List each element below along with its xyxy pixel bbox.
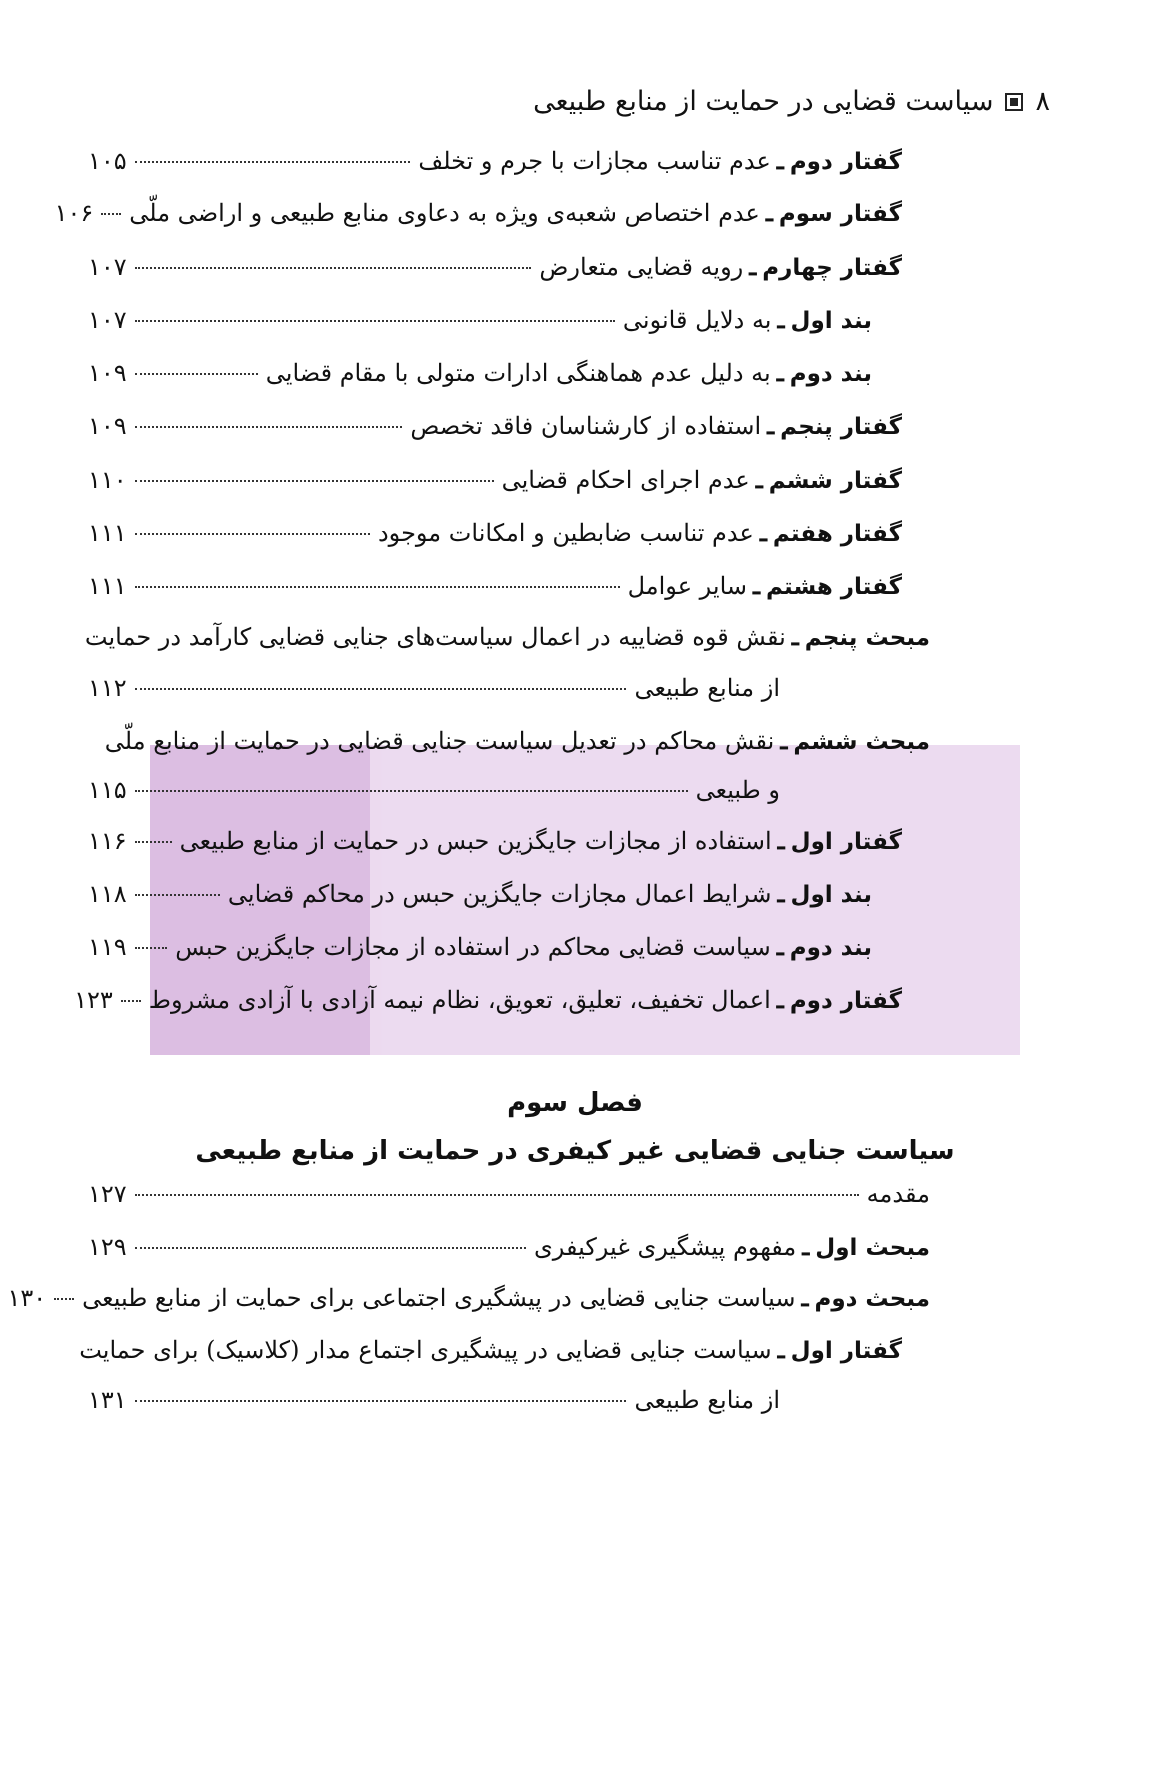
entry-page: ۱۱۶ [88,827,127,855]
page-number: ۸ [1035,86,1050,117]
entry-page: ۱۲۷ [88,1180,127,1208]
entry-page: ۱۰۹ [88,412,127,440]
toc-entry[interactable]: گفتار هشتم ـ سایر عوامل ۱۱۱ [88,571,902,600]
entry-text: سایر عوامل [627,572,747,600]
entry-key: گفتار دوم [789,988,902,1014]
entry-key: بند دوم [789,361,872,387]
toc-entry[interactable]: گفتار ششم ـ عدم اجرای احکام قضایی ۱۱۰ [88,465,902,494]
entry-key: مبحث دوم [814,1286,930,1312]
toc-entry[interactable]: گفتار چهارم ـ رویه قضایی متعارض ۱۰۷ [88,252,902,281]
toc-entry[interactable] [88,1180,930,1208]
entry-text: شرایط اعمال مجازات جایگزین حبس در محاکم قضایی [227,880,772,908]
entry-key: بند اول [790,308,872,334]
toc-entry[interactable]: گفتار پنجم ـ استفاده از کارشناسان فاقد تخصص ۱۰۹ [88,411,902,440]
entry-page: ۱۱۵ [88,776,127,804]
entry-text: نقش محاکم در تعدیل سیاست جنایی قضایی در حمایت از منابع ملّی [104,727,775,755]
entry-text: به دلایل قانونی [622,306,772,334]
entry-key: مبحث ششم [793,729,930,755]
entry-page: ۱۲۳ [74,986,113,1014]
toc-entry-continuation[interactable] [88,1386,780,1414]
entry-text-continuation: و طبیعی [695,776,780,804]
entry-page: ۱۱۱ [88,519,127,547]
entry-key: گفتار اول [790,829,902,855]
entry-page: ۱۲۹ [88,1233,127,1261]
entry-text: سیاست جنایی قضایی در پیشگیری اجتماع مدار (کلاسیک) برای حمایت [79,1336,772,1364]
chapter-subtitle: سیاست جنایی قضایی غیر کیفری در حمایت از منابع طبیعی [195,1136,955,1166]
entry-text: نقش قوه قضاییه در اعمال سیاست‌های جنایی قضایی کارآمد در حمایت [84,623,786,651]
toc-entry[interactable]: گفتار دوم ـ اعمال تخفیف، تعلیق، تعویق، نظام نیمه آزادی با آزادی مشروط ۱۲۳ [74,985,902,1014]
toc-entry[interactable]: بند دوم ـ به دلیل عدم هماهنگی ادارات متولی با مقام قضایی ۱۰۹ [88,358,872,387]
entry-page: ۱۰۷ [88,306,127,334]
entry-text: عدم تناسب ضابطین و امکانات موجود [377,519,754,547]
entry-text: به دلیل عدم هماهنگی ادارات متولی با مقام قضایی [265,359,771,387]
entry-key: گفتار ششم [768,468,902,494]
entry-key: بند اول [790,882,872,908]
square-bullet-icon [1005,93,1023,111]
entry-text: سیاست جنایی قضایی در پیشگیری اجتماعی برای حمایت از منابع طبیعی [82,1284,796,1312]
entry-page: ۱۱۲ [88,674,127,702]
entry-text: استفاده از مجازات جایگزین حبس در حمایت از منابع طبیعی [179,827,772,855]
entry-key: مبحث پنجم [804,625,930,651]
entry-key: گفتار سوم [778,201,902,227]
entry-text: استفاده از کارشناسان فاقد تخصص [410,412,762,440]
entry-key: گفتار هفتم [772,521,902,547]
book-title: سیاست قضایی در حمایت از منابع طبیعی [533,86,994,117]
entry-key: گفتار اول [790,1338,902,1364]
toc-entry[interactable]: مبحث ششم ـ نقش محاکم در تعدیل سیاست جنایی قضایی در حمایت از منابع ملّی [104,726,930,755]
toc-entry[interactable]: گفتار اول ـ استفاده از مجازات جایگزین حبس در حمایت از منابع طبیعی ۱۱۶ [88,826,902,855]
entry-text: اعمال تخفیف، تعلیق، تعویق، نظام نیمه آزادی با آزادی مشروط [148,986,771,1014]
toc-entry-continuation[interactable] [88,674,780,702]
entry-key: گفتار هشتم [766,574,902,600]
entry-page: ۱۰۶ [54,199,94,227]
entry-text: مقدمه [866,1180,930,1208]
entry-page: ۱۱۹ [88,933,127,961]
entry-text: مفهوم پیشگیری غیرکیفری [533,1233,797,1261]
entry-page: ۱۱۱ [88,572,127,600]
entry-page: ۱۰۷ [88,253,127,281]
entry-page: ۱۰۵ [88,147,127,175]
page-header [533,86,1050,117]
entry-key: بند دوم [789,935,872,961]
toc-entry[interactable]: گفتار اول ـ سیاست جنایی قضایی در پیشگیری اجتماع مدار (کلاسیک) برای حمایت [79,1335,902,1364]
toc-entry[interactable]: گفتار سوم ـ عدم اختصاص شعبه‌ی ویژه به دعاوی منابع طبیعی و اراضی ملّی ۱۰۶ [54,198,902,227]
entry-key: گفتار دوم [789,149,902,175]
entry-page: ۱۱۸ [88,880,127,908]
entry-text: عدم تناسب مجازات با جرم و تخلف [418,147,771,175]
entry-key: گفتار چهارم [762,255,902,281]
entry-page: ۱۳۰ [7,1284,47,1312]
toc-entry[interactable]: گفتار هفتم ـ عدم تناسب ضابطین و امکانات موجود ۱۱۱ [88,518,902,547]
entry-text-continuation: از منابع طبیعی [634,674,780,702]
entry-text: عدم اجرای احکام قضایی [501,466,750,494]
toc-entry[interactable]: مبحث پنجم ـ نقش قوه قضاییه در اعمال سیاست‌های جنایی قضایی کارآمد در حمایت [84,622,930,651]
toc-entry[interactable]: گفتار دوم ـ عدم تناسب مجازات با جرم و تخلف ۱۰۵ [88,146,902,175]
toc-entry[interactable]: مبحث اول ـ مفهوم پیشگیری غیرکیفری ۱۲۹ [88,1232,930,1261]
toc-entry[interactable]: بند اول ـ به دلایل قانونی ۱۰۷ [88,305,872,334]
entry-text-continuation: از منابع طبیعی [634,1386,780,1414]
toc-entry[interactable]: مبحث دوم ـ سیاست جنایی قضایی در پیشگیری اجتماعی برای حمایت از منابع طبیعی ۱۳۰ [7,1283,930,1312]
entry-text: سیاست قضایی محاکم در استفاده از مجازات جایگزین حبس [175,933,771,961]
entry-page: ۱۱۰ [88,466,127,494]
toc-entry-continuation[interactable] [88,776,780,804]
chapter-title: فصل سوم [507,1088,643,1118]
entry-text: عدم اختصاص شعبه‌ی ویژه به دعاوی منابع طبیعی و اراضی ملّی [129,199,760,227]
entry-key: گفتار پنجم [780,414,902,440]
toc-entry[interactable]: بند اول ـ شرایط اعمال مجازات جایگزین حبس در محاکم قضایی ۱۱۸ [88,879,872,908]
entry-text: رویه قضایی متعارض [539,253,744,281]
entry-key: مبحث اول [815,1235,930,1261]
entry-page: ۱۰۹ [88,359,127,387]
toc-entry[interactable]: بند دوم ـ سیاست قضایی محاکم در استفاده از مجازات جایگزین حبس ۱۱۹ [88,932,872,961]
entry-page: ۱۳۱ [88,1386,127,1414]
